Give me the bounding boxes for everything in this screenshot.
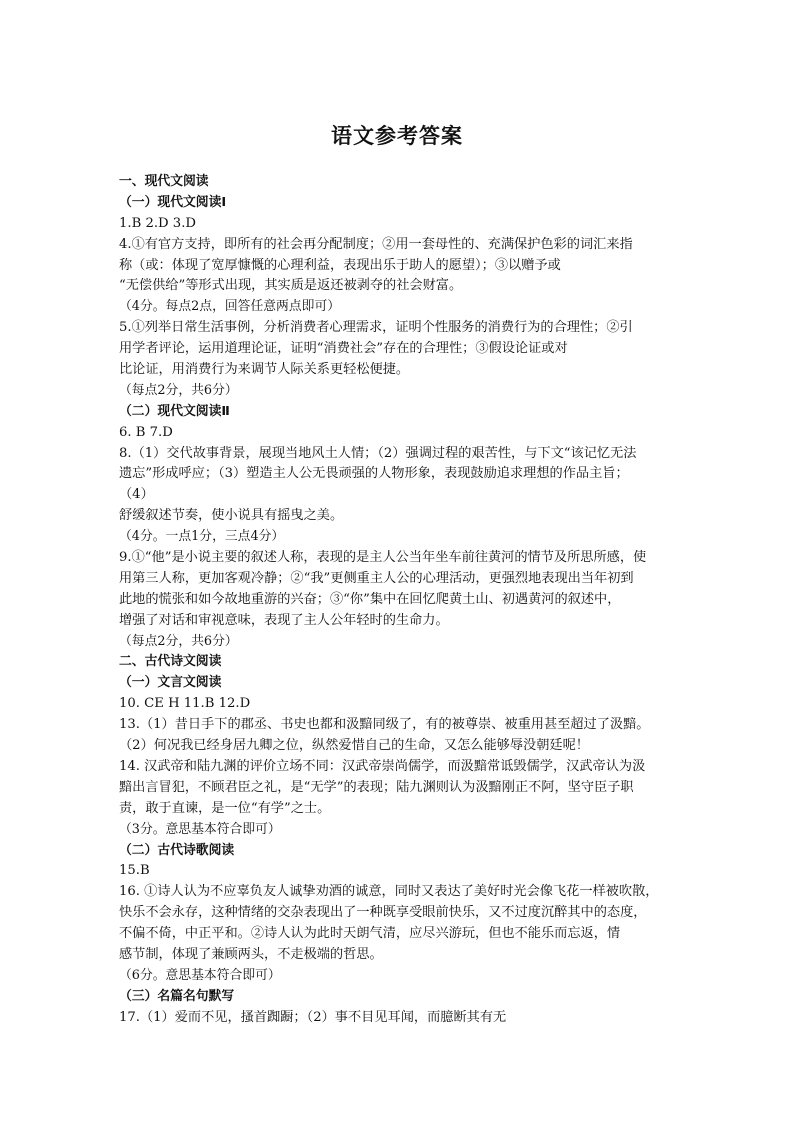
answer-line: 8.（1）交代故事背景，展现当地风土人情；（2）强调过程的艰苦性，与下文“该记忆无法 (119, 445, 637, 461)
subsection-heading: （一）文言文阅读 (119, 675, 222, 691)
answer-line: 1.B 2.D 3.D (119, 215, 196, 231)
scoring-note: （每点2分，共6分） (119, 382, 238, 398)
answer-line: 10. CE H 11.B 12.D (119, 696, 251, 712)
page-title: 语文参考答案 (331, 124, 463, 148)
answer-line: 责，敢于直谏，是一位“有学”之士。 (119, 800, 331, 816)
answer-line: 增强了对话和审视意味，表现了主人公年轻时的生命力。 (119, 612, 449, 628)
answer-line: 13.（1）昔日手下的郡丞、书史也都和汲黯同级了，有的被尊崇、被重用甚至超过了汲黯。 (119, 717, 650, 733)
answer-line: 6. B 7.D (119, 424, 173, 440)
answer-line: 不偏不倚，中正平和。②诗人认为此时天朗气清，应尽兴游玩，但也不能乐而忘返，情 (119, 926, 621, 942)
answer-line: 称（或：体现了宽厚慷慨的心理利益，表现出乐于助人的愿望）；③以赠予或 (119, 257, 561, 273)
answer-line: 快乐不会永存，这种情绪的交杂表现出了一种既享受眼前快乐，又不过度沉醉其中的态度， (119, 905, 647, 921)
answer-line: “无偿供给”等形式出现，其实质是返还被剥夺的社会财富。 (119, 278, 463, 294)
answer-content (119, 172, 687, 1029)
answer-line: 15.B (119, 863, 150, 879)
answer-line: 遗忘”形成呼应；（3）塑造主人公无畏顽强的人物形象，表现鼓励追求理想的作品主旨； (119, 466, 629, 482)
subsection-heading: （三）名篇名句默写 (119, 988, 235, 1004)
answer-line: 此地的慌张和如今故地重游的兴奋；③“你”集中在回忆爬黄土山、初遇黄河的叙述中， (119, 591, 621, 607)
section-heading: 一、现代文阅读 (119, 174, 209, 189)
answer-line: 感节制，体现了兼顾两头，不走极端的哲思。 (119, 946, 383, 962)
answer-line: 舒缓叙述节奏，使小说具有摇曳之美。 (119, 508, 344, 524)
answer-line: 17.（1）爱而不见，搔首踟蹰；（2）事不目见耳闻，而臆断其有无 (119, 1009, 507, 1025)
answer-line: 14. 汉武帝和陆九渊的评价立场不同：汉武帝崇尚儒学，而汲黯常诋毁儒学，汉武帝认为汲 (119, 758, 646, 774)
scoring-note: （6分。意思基本符合即可） (119, 967, 281, 983)
answer-line: 比论证，用消费行为来调节人际关系更轻松便捷。 (119, 362, 410, 378)
subsection-heading: （一）现代文阅读Ⅰ (119, 194, 227, 210)
subsection-heading: （二）现代文阅读Ⅱ (119, 403, 230, 419)
answer-line: 4.①有官方支持，即所有的社会再分配制度；②用一套母性的、充满保护色彩的词汇来指 (119, 236, 633, 252)
scoring-note: （每点2分，共6分） (119, 633, 238, 649)
answer-line: （4） (119, 487, 154, 503)
scoring-note: （4分。每点2点，回答任意两点即可） (119, 299, 341, 315)
scoring-note: （4分。一点1分，三点4分） (119, 529, 285, 545)
answer-line: 黯出言冒犯，不顾君臣之礼，是“无学”的表现；陆九渊则认为汲黯刚正不阿，坚守臣子职 (119, 779, 634, 795)
answer-line: 16. ①诗人认为不应辜负友人诚挚劝酒的诚意，同时又表达了美好时光会像飞花一样被吹散， (119, 884, 659, 900)
answer-line: 5.①列举日常生活事例，分析消费者心理需求，证明个性服务的消费行为的合理性；②引 (119, 320, 633, 336)
answer-line: （2）何况我已经身居九卿之位，纵然爱惜自己的生命，又怎么能够辱没朝廷呢！ (119, 738, 589, 754)
answer-line: 用第三人称，更加客观冷静；②“我”更侧重主人公的心理活动，更强烈地表现出当年初到 (119, 570, 634, 586)
answer-line: 用学者评论，运用道理论证，证明“消费社会”存在的合理性；③假设论证或对 (119, 341, 568, 357)
section-heading: 二、古代诗文阅读 (119, 654, 222, 670)
answer-line: 9.①“他”是小说主要的叙述人称，表现的是主人公当年坐车前往黄河的情节及所思所感，使 (119, 550, 647, 566)
subsection-heading: （二）古代诗歌阅读 (119, 842, 235, 858)
scoring-note: （3分。意思基本符合即可） (119, 821, 281, 837)
